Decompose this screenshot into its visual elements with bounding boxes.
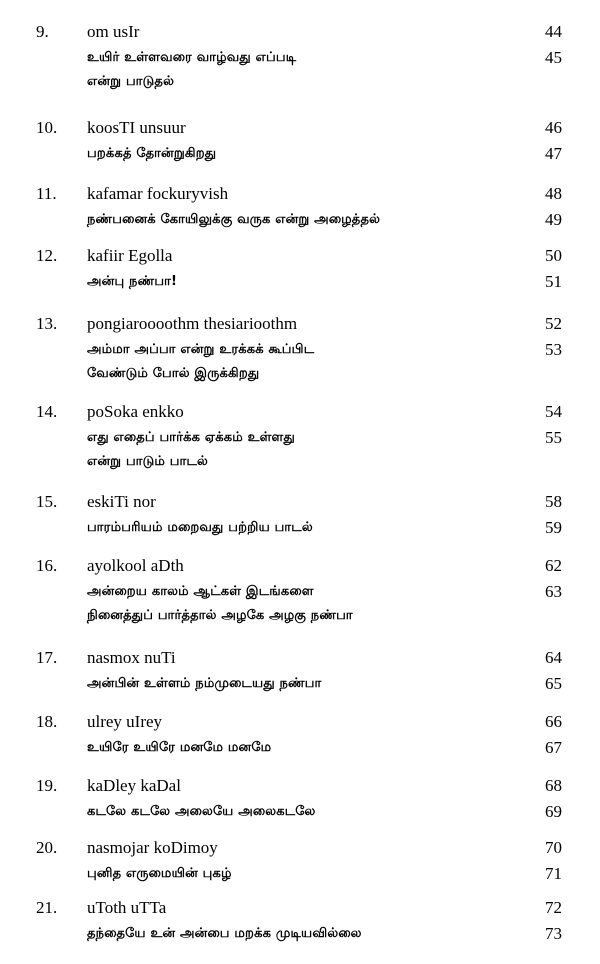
entry-title-page-number: 68 xyxy=(545,776,562,795)
entry-subtitle-page-number: 49 xyxy=(545,210,562,229)
entry-number: 20. xyxy=(36,838,58,857)
entry-subtitle: என்று பாடுதல் xyxy=(87,74,175,89)
entry-subtitle-page-number: 47 xyxy=(545,144,562,163)
toc-entry-title-line xyxy=(0,400,600,424)
entry-subtitle-page-number: 59 xyxy=(545,518,562,537)
toc-entry-subtitle-line xyxy=(0,208,600,232)
entry-subtitle-page-number: 73 xyxy=(545,924,562,943)
toc-entry-subtitle-line xyxy=(0,672,600,696)
entry-title-page-number: 58 xyxy=(545,492,562,511)
entry-subtitle: என்று பாடும் பாடல் xyxy=(87,454,209,469)
toc-entry-subtitle-line xyxy=(0,70,600,94)
entry-subtitle: அம்மா அப்பா என்று உரக்கக் கூப்பிட xyxy=(87,342,315,357)
entry-title-page-number: 70 xyxy=(545,838,562,857)
toc-entry-subtitle-line xyxy=(0,426,600,450)
entry-subtitle: வேண்டும் போல் இருக்கிறது xyxy=(87,366,260,381)
toc-entry-title-line xyxy=(0,182,600,206)
entry-title: pongiaroooothm thesiarioothm xyxy=(87,314,298,333)
entry-number: 12. xyxy=(36,246,58,265)
toc-entry-title-line xyxy=(0,646,600,670)
entry-subtitle-page-number: 63 xyxy=(545,582,562,601)
entry-title: koosTI unsuur xyxy=(87,118,186,137)
entry-title: kafamar fockuryvish xyxy=(87,184,229,203)
entry-number: 14. xyxy=(36,402,58,421)
entry-subtitle-page-number: 55 xyxy=(545,428,562,447)
entry-subtitle-page-number: 53 xyxy=(545,340,562,359)
toc-entry-title-line xyxy=(0,244,600,268)
entry-subtitle: பறக்கத் தோன்றுகிறது xyxy=(87,146,217,161)
entry-title-page-number: 50 xyxy=(545,246,562,265)
entry-title-page-number: 54 xyxy=(545,402,562,421)
entry-subtitle: அன்பின் உள்ளம் நம்முடையது நண்பா xyxy=(87,676,322,691)
entry-number: 10. xyxy=(36,118,58,137)
entry-subtitle: அன்றைய காலம் ஆட்கள் இடங்களை xyxy=(87,584,314,599)
entry-title: kafiir Egolla xyxy=(87,246,173,265)
toc-entry-subtitle-line xyxy=(0,800,600,824)
entry-title: om usIr xyxy=(87,22,140,41)
entry-subtitle: உயிரே உயிரே மனமே மனமே xyxy=(87,740,272,755)
entry-number: 13. xyxy=(36,314,58,333)
entry-subtitle: நினைத்துப் பார்த்தால் அழகே அழகு நண்பா xyxy=(87,608,353,623)
toc-entry-title-line xyxy=(0,774,600,798)
toc-entry-title-line xyxy=(0,554,600,578)
entry-title-page-number: 66 xyxy=(545,712,562,731)
entry-title-page-number: 62 xyxy=(545,556,562,575)
entry-title: poSoka enkko xyxy=(87,402,184,421)
entry-number: 15. xyxy=(36,492,58,511)
entry-subtitle-page-number: 69 xyxy=(545,802,562,821)
entry-subtitle: உயிர் உள்ளவரை வாழ்வது எப்படி xyxy=(87,50,297,65)
entry-title: ayolkool aDth xyxy=(87,556,184,575)
entry-subtitle: அன்பு நண்பா! xyxy=(87,274,178,289)
toc-entry-subtitle-line xyxy=(0,142,600,166)
entry-number: 16. xyxy=(36,556,58,575)
entry-title: nasmox nuTi xyxy=(87,648,176,667)
toc-entry-subtitle-line xyxy=(0,270,600,294)
toc-entry-title-line xyxy=(0,710,600,734)
toc-entry-title-line xyxy=(0,312,600,336)
toc-entry-title-line xyxy=(0,896,600,920)
toc-entry-title-line xyxy=(0,836,600,860)
entry-title-page-number: 46 xyxy=(545,118,562,137)
entry-subtitle-page-number: 45 xyxy=(545,48,562,67)
entry-number: 9. xyxy=(36,22,49,41)
entry-title-page-number: 44 xyxy=(545,22,562,41)
toc-entry-title-line xyxy=(0,20,600,44)
toc-entry-subtitle-line xyxy=(0,46,600,70)
entry-title: ulrey uIrey xyxy=(87,712,163,731)
entry-subtitle: புனித எருமையின் புகழ் xyxy=(87,866,232,881)
entry-subtitle: பாரம்பரியம் மறைவது பற்றிய பாடல் xyxy=(87,520,313,535)
entry-number: 11. xyxy=(36,184,57,203)
entry-number: 21. xyxy=(36,898,58,917)
entry-subtitle-page-number: 71 xyxy=(545,864,562,883)
entry-title: uToth uTTa xyxy=(87,898,167,917)
entry-title: eskiTi nor xyxy=(87,492,156,511)
entry-subtitle-page-number: 67 xyxy=(545,738,562,757)
toc-entry-subtitle-line xyxy=(0,362,600,386)
entry-title: nasmojar koDimoy xyxy=(87,838,218,857)
toc-entry-subtitle-line xyxy=(0,862,600,886)
entry-title: kaDley kaDal xyxy=(87,776,181,795)
toc-entry-subtitle-line xyxy=(0,922,600,946)
entry-subtitle-page-number: 51 xyxy=(545,272,562,291)
toc-entry-subtitle-line xyxy=(0,450,600,474)
toc-entry-subtitle-line xyxy=(0,604,600,628)
toc-entry-title-line xyxy=(0,116,600,140)
entry-title-page-number: 52 xyxy=(545,314,562,333)
entry-subtitle: நண்பனைக் கோயிலுக்கு வருக என்று அழைத்தல் xyxy=(87,212,381,227)
entry-title-page-number: 72 xyxy=(545,898,562,917)
entry-number: 19. xyxy=(36,776,58,795)
toc-entry-subtitle-line xyxy=(0,516,600,540)
toc-entry-subtitle-line xyxy=(0,580,600,604)
toc-entry-subtitle-line xyxy=(0,338,600,362)
toc-entry-title-line xyxy=(0,490,600,514)
entry-subtitle: எது எதைப் பார்க்க ஏக்கம் உள்ளது xyxy=(87,430,295,445)
entry-number: 18. xyxy=(36,712,58,731)
toc-entry-subtitle-line xyxy=(0,736,600,760)
entry-subtitle: தந்தையே உன் அன்பை மறக்க முடியவில்லை xyxy=(87,926,362,941)
entry-title-page-number: 64 xyxy=(545,648,562,667)
entry-subtitle: கடலே கடலே அலையே அலைகடலே xyxy=(87,804,316,819)
entry-subtitle-page-number: 65 xyxy=(545,674,562,693)
entry-title-page-number: 48 xyxy=(545,184,562,203)
entry-number: 17. xyxy=(36,648,58,667)
